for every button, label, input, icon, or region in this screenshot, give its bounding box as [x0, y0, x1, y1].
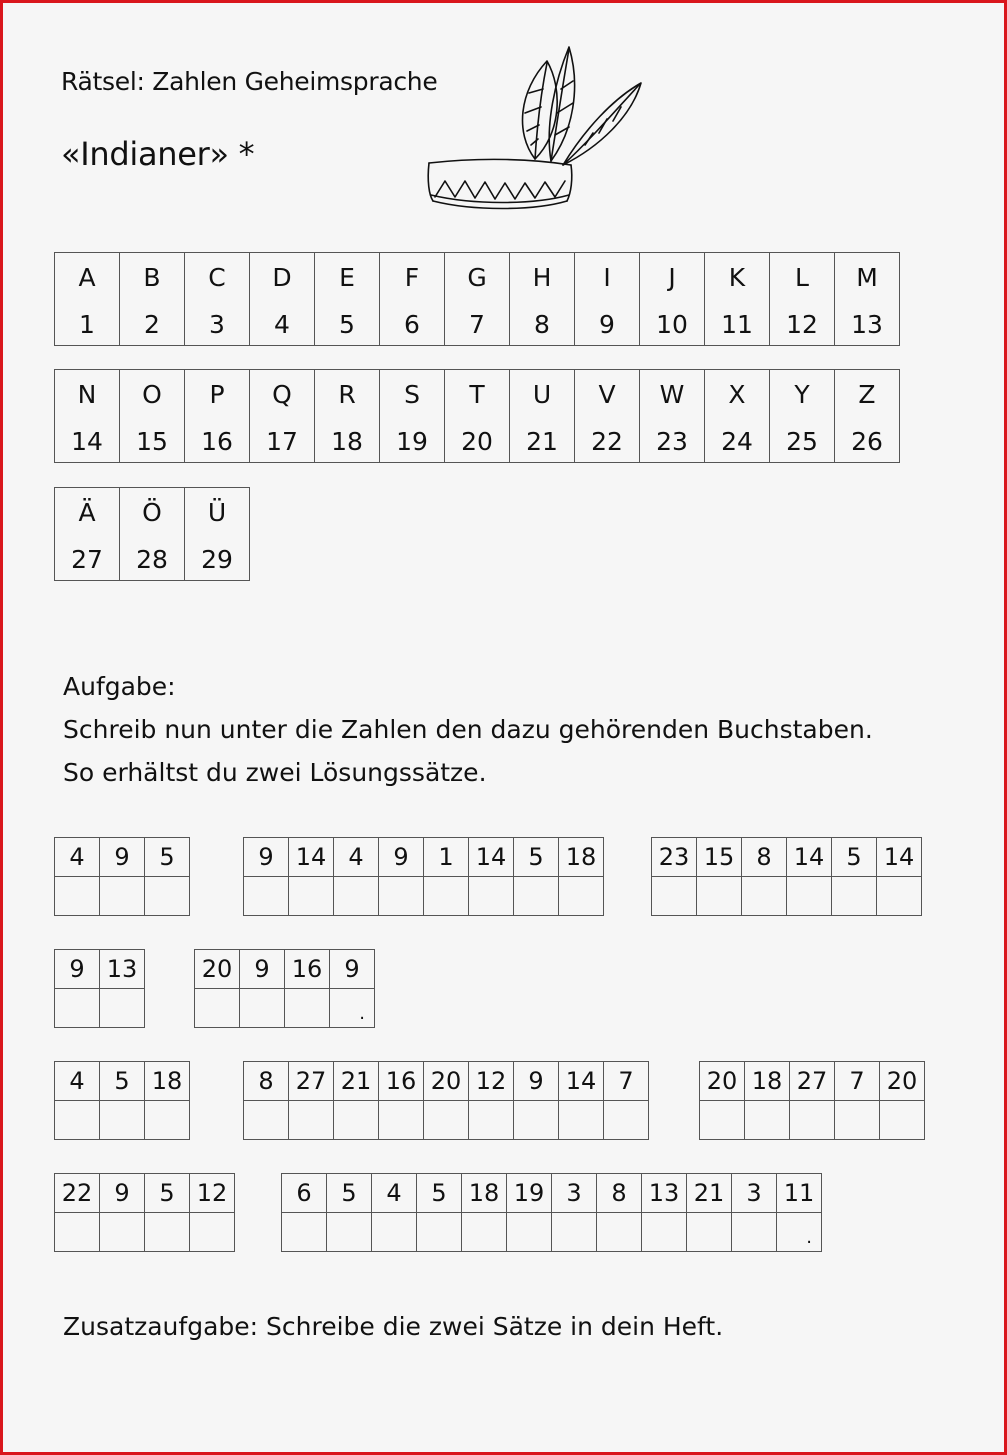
key-number: 12 [786, 310, 818, 339]
answer-box[interactable] [469, 877, 513, 915]
answer-box[interactable] [240, 989, 284, 1027]
word-cell [651, 837, 697, 916]
key-number: 1 [79, 310, 95, 339]
cipher-number: 7 [604, 1062, 648, 1101]
word-cell [333, 1061, 379, 1140]
word-cell [744, 1061, 790, 1140]
key-cell [314, 369, 380, 463]
cipher-number: 13 [642, 1174, 686, 1213]
word-cell [288, 837, 334, 916]
cipher-word [651, 837, 922, 916]
word-cell [378, 1061, 424, 1140]
key-number: 20 [461, 427, 493, 456]
answer-box[interactable] [100, 1213, 144, 1251]
word-cell [99, 1173, 145, 1252]
key-number: 14 [71, 427, 103, 456]
sentence-end-mark: . [359, 1003, 365, 1024]
key-letter: N [77, 380, 97, 409]
cipher-number: 20 [424, 1062, 468, 1101]
word-cell [239, 949, 285, 1028]
answer-box[interactable] [55, 1213, 99, 1251]
word-cell [596, 1173, 642, 1252]
key-number: 7 [469, 310, 485, 339]
key-cell [54, 252, 120, 346]
cipher-number: 9 [55, 950, 99, 989]
cipher-number: 1 [424, 838, 468, 877]
key-cell [639, 369, 705, 463]
key-number: 23 [656, 427, 688, 456]
word-cell [243, 837, 289, 916]
word-cell [468, 837, 514, 916]
cipher-number: 8 [597, 1174, 641, 1213]
key-letter: Ö [142, 498, 162, 527]
cipher-number: 14 [877, 838, 921, 877]
key-letter: Z [858, 380, 876, 409]
key-number: 27 [71, 545, 103, 574]
word-cell [371, 1173, 417, 1252]
key-letter: C [208, 263, 226, 292]
cipher-number: 20 [880, 1062, 924, 1101]
cipher-word [281, 1173, 822, 1252]
key-number: 21 [526, 427, 558, 456]
task-instruction: So erhältst du zwei Lösungssätze. [63, 758, 487, 787]
answer-box[interactable] [642, 1213, 686, 1251]
answer-box[interactable] [790, 1101, 834, 1139]
word-cell [831, 837, 877, 916]
key-number: 6 [404, 310, 420, 339]
cipher-number: 5 [145, 838, 189, 877]
answer-box[interactable] [832, 877, 876, 915]
key-number: 11 [721, 310, 753, 339]
word-cell [329, 949, 375, 1028]
cipher-number: 18 [745, 1062, 789, 1101]
cipher-number: 9 [379, 838, 423, 877]
key-cell [704, 369, 770, 463]
cipher-word [194, 949, 375, 1028]
answer-box[interactable] [417, 1213, 461, 1251]
answer-box[interactable] [282, 1213, 326, 1251]
cipher-number: 14 [559, 1062, 603, 1101]
word-cell [284, 949, 330, 1028]
cipher-number: 27 [289, 1062, 333, 1101]
key-letter: Y [794, 380, 810, 409]
word-cell [789, 1061, 835, 1140]
key-letter: H [532, 263, 552, 292]
cipher-number: 4 [55, 838, 99, 877]
answer-box[interactable] [424, 1101, 468, 1139]
word-cell [558, 1061, 604, 1140]
word-cell [423, 837, 469, 916]
word-cell [506, 1173, 552, 1252]
cipher-number: 20 [195, 950, 239, 989]
answer-box[interactable] [289, 1101, 333, 1139]
answer-box[interactable] [379, 877, 423, 915]
word-cell [99, 837, 145, 916]
cipher-word [243, 1061, 649, 1140]
page-title: Rätsel: Zahlen Geheimsprache [61, 67, 438, 96]
cipher-number: 21 [687, 1174, 731, 1213]
key-letter: K [728, 263, 746, 292]
cipher-number: 4 [55, 1062, 99, 1101]
key-letter: M [856, 263, 878, 292]
key-cell [379, 252, 445, 346]
task-heading: Aufgabe: [63, 672, 176, 701]
cipher-number: 11 [777, 1174, 821, 1213]
key-letter: X [728, 380, 746, 409]
cipher-number: 4 [334, 838, 378, 877]
key-letter: D [272, 263, 292, 292]
answer-box[interactable] [835, 1101, 879, 1139]
cipher-number: 4 [372, 1174, 416, 1213]
word-cell [696, 837, 742, 916]
key-cell [119, 369, 185, 463]
cipher-number: 5 [514, 838, 558, 877]
key-number: 22 [591, 427, 623, 456]
cipher-word [699, 1061, 925, 1140]
cipher-number: 9 [240, 950, 284, 989]
cipher-number: 14 [469, 838, 513, 877]
word-cell [876, 837, 922, 916]
cipher-number: 21 [334, 1062, 378, 1101]
cipher-number: 9 [100, 838, 144, 877]
key-number: 10 [656, 310, 688, 339]
word-cell [144, 1061, 190, 1140]
key-number: 18 [331, 427, 363, 456]
worksheet-subtitle: «Indianer» * [61, 135, 255, 173]
task-instruction: Schreib nun unter die Zahlen den dazu gehörenden Buchstaben. [63, 715, 873, 744]
word-cell [333, 837, 379, 916]
cipher-word [54, 1061, 190, 1140]
word-cell [786, 837, 832, 916]
answer-box[interactable] [145, 1101, 189, 1139]
key-letter: Ü [207, 498, 227, 527]
key-cell [444, 252, 510, 346]
cipher-number: 9 [100, 1174, 144, 1213]
cipher-number: 16 [285, 950, 329, 989]
answer-box[interactable] [777, 1213, 821, 1251]
key-letter: J [668, 263, 676, 292]
key-number: 24 [721, 427, 753, 456]
cipher-number: 3 [732, 1174, 776, 1213]
word-cell [468, 1061, 514, 1140]
word-cell [513, 837, 559, 916]
key-letter: U [532, 380, 552, 409]
word-cell [776, 1173, 822, 1252]
cipher-number: 5 [417, 1174, 461, 1213]
key-cell [379, 369, 445, 463]
key-cell [704, 252, 770, 346]
key-cell [509, 252, 575, 346]
answer-box[interactable] [742, 877, 786, 915]
answer-box[interactable] [55, 989, 99, 1027]
word-cell [54, 1173, 100, 1252]
cipher-number: 15 [697, 838, 741, 877]
answer-box[interactable] [327, 1213, 371, 1251]
feather-headband-icon [423, 41, 648, 216]
answer-box[interactable] [514, 877, 558, 915]
cipher-number: 12 [190, 1174, 234, 1213]
answer-box[interactable] [604, 1101, 648, 1139]
key-cell [54, 487, 120, 581]
key-letter: T [469, 380, 485, 409]
answer-box[interactable] [244, 877, 288, 915]
cipher-number: 18 [145, 1062, 189, 1101]
answer-box[interactable] [244, 1101, 288, 1139]
answer-box[interactable] [514, 1101, 558, 1139]
word-cell [461, 1173, 507, 1252]
answer-box[interactable] [100, 989, 144, 1027]
key-cell [834, 252, 900, 346]
answer-box[interactable] [700, 1101, 744, 1139]
cipher-number: 7 [835, 1062, 879, 1101]
cipher-number: 18 [559, 838, 603, 877]
answer-box[interactable] [462, 1213, 506, 1251]
key-number: 8 [534, 310, 550, 339]
key-cell [769, 369, 835, 463]
answer-box[interactable] [195, 989, 239, 1027]
word-cell [99, 1061, 145, 1140]
word-cell [741, 837, 787, 916]
answer-box[interactable] [507, 1213, 551, 1251]
answer-box[interactable] [55, 1101, 99, 1139]
answer-box[interactable] [745, 1101, 789, 1139]
answer-box[interactable] [289, 877, 333, 915]
word-cell [731, 1173, 777, 1252]
word-cell [144, 837, 190, 916]
word-cell [641, 1173, 687, 1252]
key-cell [119, 252, 185, 346]
answer-box[interactable] [697, 877, 741, 915]
word-cell [194, 949, 240, 1028]
cipher-number: 5 [145, 1174, 189, 1213]
key-number: 29 [201, 545, 233, 574]
word-cell [243, 1061, 289, 1140]
key-cell [184, 252, 250, 346]
key-cell [769, 252, 835, 346]
key-number: 2 [144, 310, 160, 339]
answer-box[interactable] [190, 1213, 234, 1251]
cipher-number: 23 [652, 838, 696, 877]
answer-box[interactable] [330, 989, 374, 1027]
key-cell [249, 369, 315, 463]
answer-box[interactable] [55, 877, 99, 915]
key-letter: Ä [78, 498, 96, 527]
cipher-number: 3 [552, 1174, 596, 1213]
answer-box[interactable] [652, 877, 696, 915]
word-cell [558, 837, 604, 916]
key-letter: A [78, 263, 96, 292]
cipher-number: 9 [244, 838, 288, 877]
key-number: 19 [396, 427, 428, 456]
word-cell [281, 1173, 327, 1252]
cipher-number: 16 [379, 1062, 423, 1101]
key-cell [509, 369, 575, 463]
answer-box[interactable] [732, 1213, 776, 1251]
key-letter: Q [272, 380, 292, 409]
word-cell [54, 837, 100, 916]
cipher-number: 8 [742, 838, 786, 877]
cipher-number: 22 [55, 1174, 99, 1213]
answer-box[interactable] [787, 877, 831, 915]
key-letter: L [795, 263, 809, 292]
word-cell [513, 1061, 559, 1140]
cipher-number: 9 [514, 1062, 558, 1101]
key-number: 5 [339, 310, 355, 339]
word-cell [416, 1173, 462, 1252]
key-letter: S [404, 380, 420, 409]
answer-box[interactable] [379, 1101, 423, 1139]
key-number: 9 [599, 310, 615, 339]
word-cell [378, 837, 424, 916]
key-cell [184, 369, 250, 463]
word-cell [54, 949, 100, 1028]
cipher-key-row-2 [54, 369, 900, 463]
key-number: 3 [209, 310, 225, 339]
word-cell [54, 1061, 100, 1140]
cipher-number: 14 [289, 838, 333, 877]
word-cell [551, 1173, 597, 1252]
answer-box[interactable] [100, 1101, 144, 1139]
key-cell [574, 369, 640, 463]
key-number: 4 [274, 310, 290, 339]
key-cell [834, 369, 900, 463]
key-number: 28 [136, 545, 168, 574]
key-letter: O [142, 380, 162, 409]
cipher-number: 14 [787, 838, 831, 877]
cipher-word [243, 837, 604, 916]
word-cell [144, 1173, 190, 1252]
cipher-word [54, 837, 190, 916]
word-cell [603, 1061, 649, 1140]
word-cell [423, 1061, 469, 1140]
answer-box[interactable] [424, 877, 468, 915]
answer-box[interactable] [145, 1213, 189, 1251]
cipher-number: 13 [100, 950, 144, 989]
answer-box[interactable] [372, 1213, 416, 1251]
key-letter: R [338, 380, 356, 409]
word-cell [879, 1061, 925, 1140]
key-number: 17 [266, 427, 298, 456]
word-cell [326, 1173, 372, 1252]
cipher-number: 8 [244, 1062, 288, 1101]
key-letter: P [209, 380, 225, 409]
answer-box[interactable] [597, 1213, 641, 1251]
cipher-key-row-1 [54, 252, 900, 346]
answer-box[interactable] [285, 989, 329, 1027]
key-letter: I [603, 263, 611, 292]
word-cell [686, 1173, 732, 1252]
answer-box[interactable] [100, 877, 144, 915]
cipher-number: 5 [100, 1062, 144, 1101]
extra-task: Zusatzaufgabe: Schreibe die zwei Sätze in dein Heft. [63, 1312, 724, 1341]
key-letter: E [339, 263, 355, 292]
key-cell [314, 252, 380, 346]
cipher-word [54, 949, 145, 1028]
cipher-number: 5 [327, 1174, 371, 1213]
key-letter: F [404, 263, 420, 292]
cipher-number: 27 [790, 1062, 834, 1101]
answer-box[interactable] [880, 1101, 924, 1139]
key-cell [639, 252, 705, 346]
answer-box[interactable] [552, 1213, 596, 1251]
key-number: 26 [851, 427, 883, 456]
cipher-number: 18 [462, 1174, 506, 1213]
key-letter: G [467, 263, 487, 292]
key-cell [184, 487, 250, 581]
key-number: 15 [136, 427, 168, 456]
answer-box[interactable] [469, 1101, 513, 1139]
cipher-number: 5 [832, 838, 876, 877]
answer-box[interactable] [334, 877, 378, 915]
cipher-number: 20 [700, 1062, 744, 1101]
word-cell [288, 1061, 334, 1140]
answer-box[interactable] [334, 1101, 378, 1139]
answer-box[interactable] [559, 1101, 603, 1139]
answer-box[interactable] [687, 1213, 731, 1251]
word-cell [834, 1061, 880, 1140]
cipher-number: 19 [507, 1174, 551, 1213]
answer-box[interactable] [559, 877, 603, 915]
cipher-key-row-3 [54, 487, 250, 581]
cipher-number: 12 [469, 1062, 513, 1101]
word-cell [699, 1061, 745, 1140]
answer-box[interactable] [877, 877, 921, 915]
key-letter: B [143, 263, 161, 292]
sentence-end-mark: . [806, 1227, 812, 1248]
cipher-number: 9 [330, 950, 374, 989]
key-number: 25 [786, 427, 818, 456]
cipher-number: 6 [282, 1174, 326, 1213]
key-cell [119, 487, 185, 581]
key-letter: W [659, 380, 685, 409]
key-number: 13 [851, 310, 883, 339]
key-cell [54, 369, 120, 463]
answer-box[interactable] [145, 877, 189, 915]
key-number: 16 [201, 427, 233, 456]
word-cell [189, 1173, 235, 1252]
key-cell [249, 252, 315, 346]
key-cell [444, 369, 510, 463]
key-letter: V [598, 380, 616, 409]
word-cell [99, 949, 145, 1028]
cipher-word [54, 1173, 235, 1252]
key-cell [574, 252, 640, 346]
